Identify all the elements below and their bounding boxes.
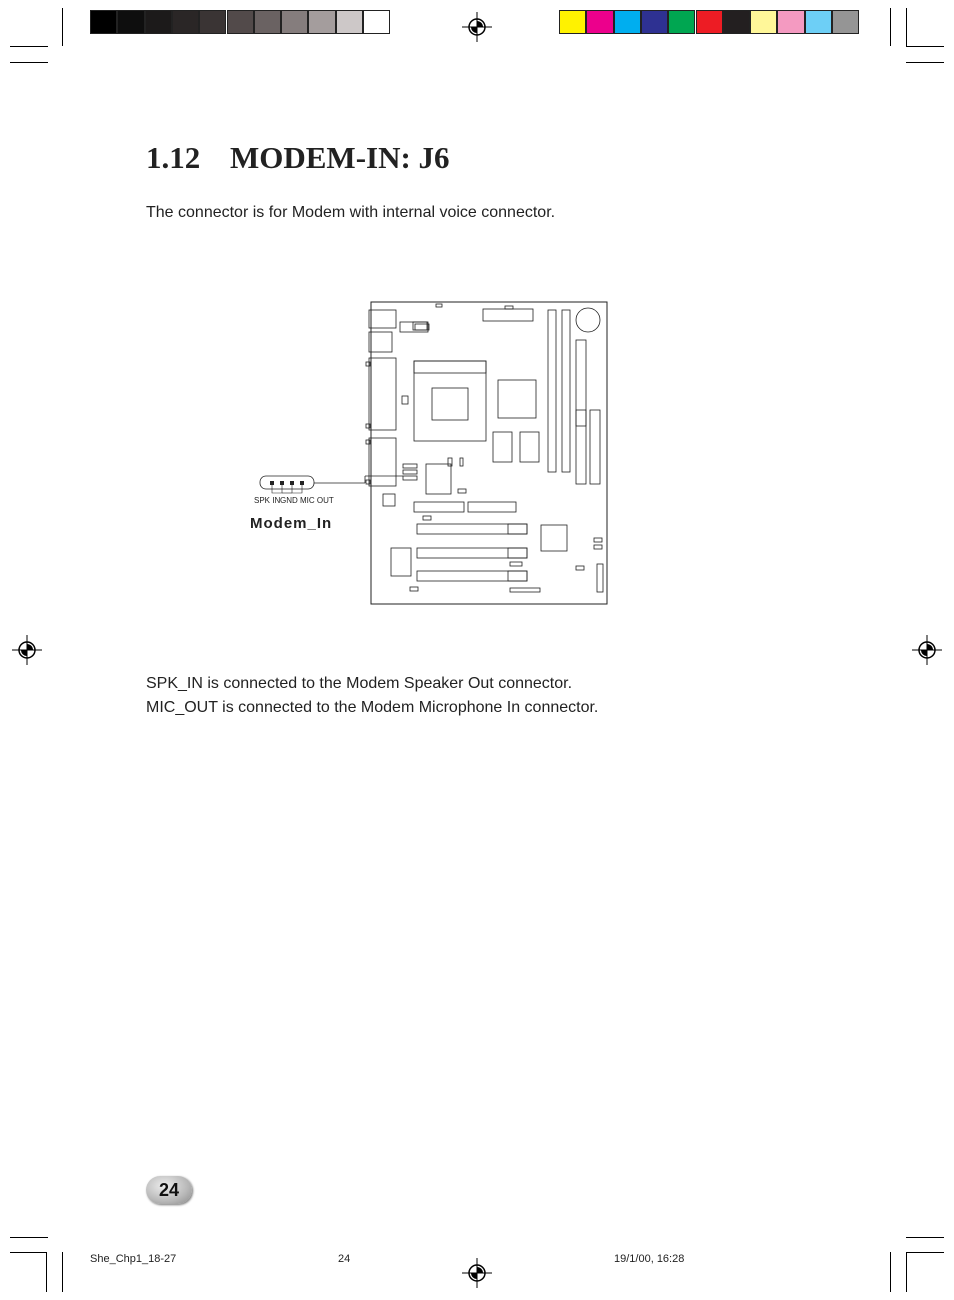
note-mic-out: MIC_OUT is connected to the Modem Microphone In connector.: [146, 699, 599, 716]
connector-label: Modem_In: [250, 515, 333, 532]
registration-mark-bottom-icon: [462, 1258, 492, 1288]
footer-page: 24: [338, 1253, 351, 1265]
color-swatch: [668, 10, 695, 34]
color-swatch: [641, 10, 668, 34]
section-number: 1.12: [146, 140, 201, 175]
gray-swatch: [336, 10, 363, 34]
pin-label-mic-out: MIC OUT: [300, 496, 334, 505]
gray-swatch: [227, 10, 254, 34]
section-title: MODEM-IN: J6: [230, 140, 450, 175]
gray-swatch: [308, 10, 335, 34]
color-swatch: [723, 10, 750, 34]
pin-label-gnd: GND: [280, 496, 298, 505]
registration-mark-top-icon: [462, 12, 492, 42]
gray-swatch: [363, 10, 390, 34]
page-number-badge: 24: [146, 1176, 192, 1204]
color-swatch: [614, 10, 641, 34]
registration-mark-left-icon: [12, 635, 42, 665]
footer-timestamp: 19/1/00, 16:28: [614, 1253, 685, 1265]
note-spk-in: SPK_IN is connected to the Modem Speaker Out connector.: [146, 675, 573, 692]
color-swatch: [586, 10, 613, 34]
color-swatch: [832, 10, 859, 34]
motherboard-layout-diagram: [250, 296, 615, 610]
color-swatch: [559, 10, 586, 34]
gray-swatch: [117, 10, 144, 34]
pin-label-spk-in: SPK IN: [254, 496, 281, 505]
footer-filename: She_Chp1_18-27: [90, 1253, 177, 1265]
section-heading: [146, 140, 450, 176]
registration-mark-right-icon: [912, 635, 942, 665]
gray-swatch: [172, 10, 199, 34]
gray-swatch: [254, 10, 281, 34]
gray-swatch: [281, 10, 308, 34]
gray-swatch: [90, 10, 117, 34]
intro-paragraph: The connector is for Modem with internal voice connector.: [146, 204, 556, 221]
gray-swatch: [199, 10, 226, 34]
color-swatch: [805, 10, 832, 34]
color-swatch: [696, 10, 723, 34]
color-swatch: [777, 10, 804, 34]
color-swatch: [750, 10, 777, 34]
gray-swatch: [145, 10, 172, 34]
